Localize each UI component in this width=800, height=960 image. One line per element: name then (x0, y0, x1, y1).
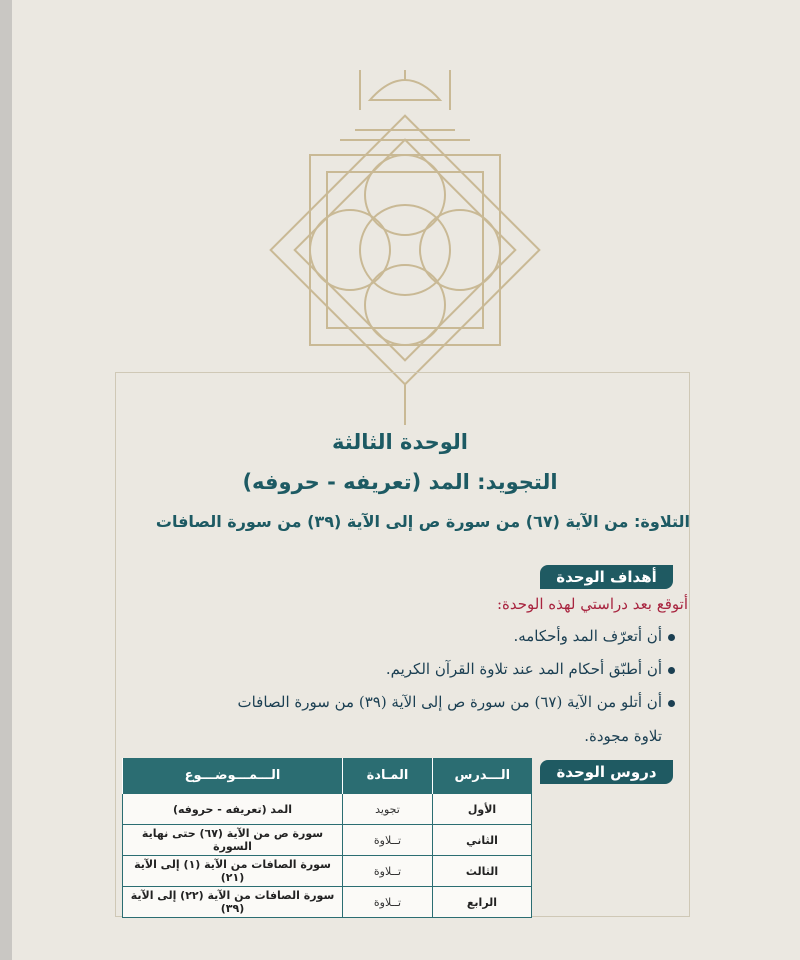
unit-title: الوحدة الثالثة (332, 430, 468, 454)
topic-cell: سورة الصافات من الآية (١) إلى الآية (٢١) (123, 856, 343, 887)
header-topic: الـــمـــوضـــوع (123, 758, 343, 794)
topic-cell: سورة ص من الآية (٦٧) حتى نهاية السورة (123, 825, 343, 856)
goal-item (237, 693, 675, 711)
lesson-cell: الثاني (433, 825, 532, 856)
unit-goals-badge: أهداف الوحدة (540, 565, 673, 589)
lessons-table (122, 758, 532, 918)
bullet-icon (668, 700, 675, 707)
bullet-icon (668, 667, 675, 674)
goal-item (386, 660, 675, 678)
table-row (123, 794, 532, 825)
topic-cell: المد (تعريفه - حروفه) (123, 794, 343, 825)
goal-text: أن أتلو من الآية (٦٧) من سورة ص إلى الآية (٣٩) من سورة الصافات (237, 693, 662, 711)
table-header-row (123, 758, 532, 794)
subject-cell: تــلاوة (343, 856, 433, 887)
tilawa-title: التلاوة: من الآية (٦٧) من سورة ص إلى الآية (٣٩) من سورة الصافات (155, 512, 690, 531)
bullet-icon (668, 634, 675, 641)
header-lesson: الـــدرس (433, 758, 532, 794)
subject-cell: تــلاوة (343, 825, 433, 856)
goal-item (513, 627, 675, 645)
table-row (123, 856, 532, 887)
unit-lessons-badge: دروس الوحدة (540, 760, 673, 784)
goals-intro: أتوقع بعد دراستي لهذه الوحدة: (496, 595, 688, 613)
subject-cell: تــلاوة (343, 887, 433, 918)
table-row (123, 887, 532, 918)
subject-cell: تجويد (343, 794, 433, 825)
lesson-cell: الأول (433, 794, 532, 825)
goal-text: أن أتعرّف المد وأحكامه. (513, 627, 662, 645)
header-subject: المـادة (343, 758, 433, 794)
lesson-cell: الرابع (433, 887, 532, 918)
goal-continuation: تلاوة مجودة. (584, 727, 662, 745)
goal-text: أن أطبّق أحكام المد عند تلاوة القرآن الكريم. (385, 660, 662, 678)
lesson-cell: الثالث (433, 856, 532, 887)
table-row (123, 825, 532, 856)
topic-cell: سورة الصافات من الآية (٢٢) إلى الآية (٣٩) (123, 887, 343, 918)
tajweed-title: التجويد: المد (تعريفه - حروفه) (242, 470, 558, 494)
